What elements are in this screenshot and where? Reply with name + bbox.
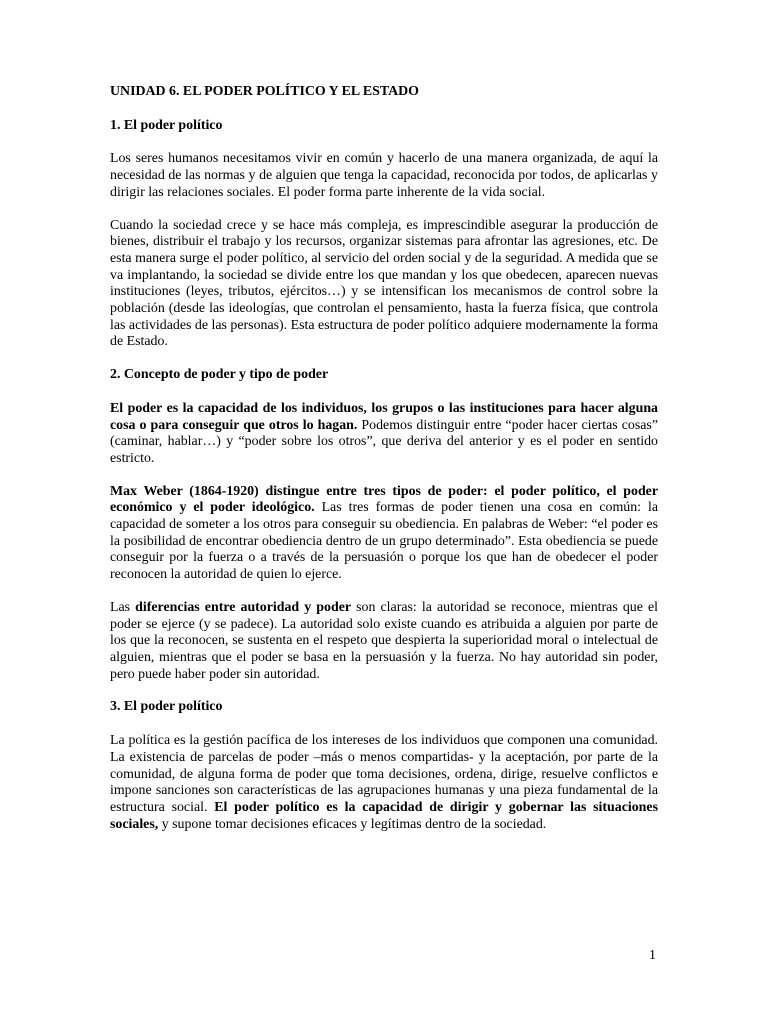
authority-power-text: son claras: la autoridad se reconoce, mientras que el poder se ejerce (y se padece). La autoridad solo existe cuando es atribuida a alguien por parte de los que la reconocen, se sustenta en el respeto que despierta la superioridad moral o intelectual de alguien, mientras que el poder se basa en la persuasión y la fuerza. No hay autoridad sin poder, pero puede haber poder sin autoridad. xyxy=(110,599,658,682)
section-1-paragraph-2: Cuando la sociedad crece y se hace más compleja, es imprescindible asegurar la producción de bienes, distribuir el trabajo y los recursos, organizar sistemas para afrontar las agresiones, etc. De esta manera surge el poder político, al servicio del orden social y de la seguridad. A medida que se va implantando, la sociedad se divide entre los que mandan y los que obedecen, aparecen nuevas instituciones (leyes, tributos, ejércitos…) y se intensifican los mecanismos de control sobre la población (desde las ideologías, que controlan el pensamiento, hasta la fuerza física, que controla las actividades de las personas). Esta estructura de poder político adquiere modernamente la forma de Estado. xyxy=(110,217,658,350)
power-definition-bold: El poder es la capacidad de los individuos, los grupos o las instituciones para hacer alguna cosa o para conseguir que otros lo hagan. xyxy=(110,400,658,433)
section-2-heading: 2. Concepto de poder y tipo de poder xyxy=(110,367,329,383)
section-3-paragraph-1 xyxy=(110,733,658,833)
politics-definition-text: La política es la gestión pacífica de los intereses de los individuos que componen una comunidad. La existencia de parcelas de poder –más o menos compartidas- y la aceptación, por parte de la comunidad, de alguna forma de poder que toma decisiones, ordena, dirige, resuelve conflictos e impone sanciones son características de las agrupaciones humanas y una pieza fundamental de la estructura social. xyxy=(110,733,658,815)
document-page xyxy=(110,84,658,849)
document-title: UNIDAD 6. EL PODER POLÍTICO Y EL ESTADO xyxy=(110,84,419,99)
section-2-paragraph-1 xyxy=(110,401,658,468)
page-number: 1 xyxy=(649,948,656,963)
weber-types-bold: Max Weber (1864-1920) distingue entre tres tipos de poder: el poder político, el poder económico y el poder ideológico. xyxy=(110,483,658,516)
weber-types-text: Las tres formas de poder tienen una cosa en común: la capacidad de someter a los otros para conseguir su obediencia. En palabras de Weber: “el poder es la posibilidad de encontrar obediencia dentro de un grupo determinado”. Esta obediencia se puede conseguir por la fuerza o a través de la persuasión o porque los que han de obedecer el poder reconocen la autoridad de quien lo ejerce. xyxy=(110,500,658,583)
section-2-paragraph-3 xyxy=(110,600,658,684)
section-1-paragraph-1: Los seres humanos necesitamos vivir en común y hacerlo de una manera organizada, de aquí la necesidad de las normas y de alguien que tenga la capacidad, reconocida por todos, de aplicarlas y dirigir las relaciones sociales. El poder forma parte inherente de la vida social. xyxy=(110,151,658,200)
section-1-heading: 1. El poder político xyxy=(110,117,223,133)
authority-intro-text: Las xyxy=(110,599,136,615)
authority-power-bold: diferencias entre autoridad y poder xyxy=(135,599,352,615)
political-power-bold: El poder político es la capacidad de dirigir y gobernar las situaciones sociales, xyxy=(110,799,658,832)
section-2-paragraph-2 xyxy=(110,484,658,584)
political-power-text: y supone tomar decisiones eficaces y legítimas dentro de la sociedad. xyxy=(158,816,547,832)
section-3-heading: 3. El poder político xyxy=(110,699,223,715)
power-definition-text: Podemos distinguir entre “poder hacer ciertas cosas” (caminar, hablar…) y “poder sobre los otros”, que deriva del anterior y es el poder en sentido estricto. xyxy=(110,417,658,466)
